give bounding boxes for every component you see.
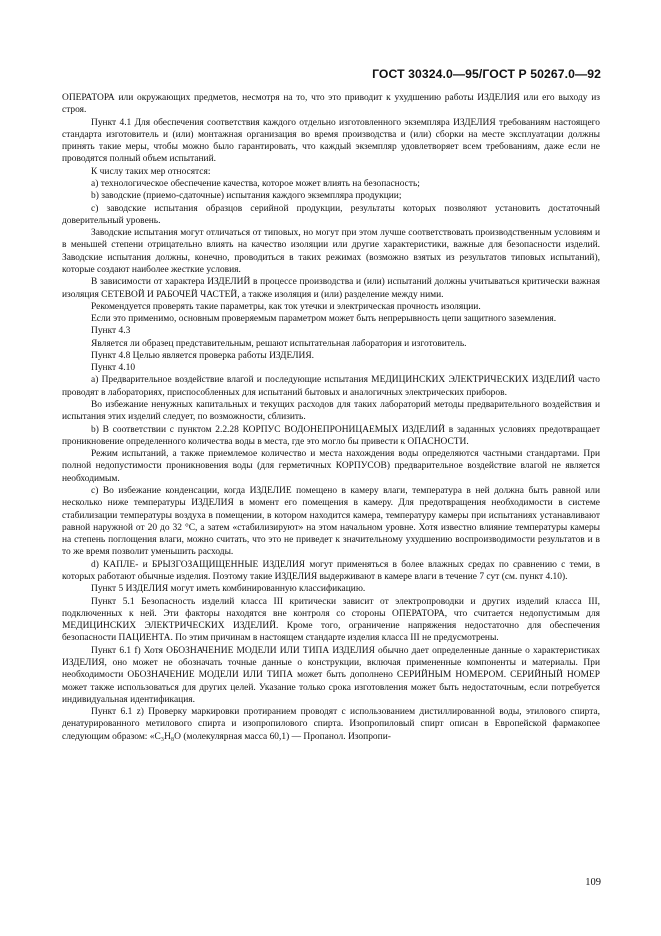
paragraph-item-4-8: Пункт 4.8 Целью является проверка работы ИЗДЕЛИЯ. bbox=[91, 350, 314, 361]
paragraph: Во избежание ненужных капитальных и текущих расходов для таких лабораторий методы предварительного воздействия и испытания этих изделий следует, по возможности, сблизить. bbox=[62, 400, 600, 423]
paragraph: Если это применимо, основным проверяемым параметром может быть непрерывность цепи защитного заземления. bbox=[91, 314, 557, 325]
paragraph: Режим испытаний, а также приемлемое количество и места нахождения воды определяются частными стандартами. При полной недопустимости проникновения воды (для герметичных КОРПУСОВ) предварительное воздействие влагой не является необходимым. bbox=[62, 449, 600, 484]
paragraph-item-4-3: Пункт 4.3 bbox=[91, 326, 131, 337]
paragraph-continuation: ОПЕРАТОРА или окружающих предметов, несмотря на то, что это приводит к ухудшению работы ИЗДЕЛИЯ или его выходу из строя. bbox=[62, 93, 600, 116]
list-item: с) Во избежание конденсации, когда ИЗДЕЛИЕ помещено в камеру влаги, температура в ней должна быть равной или несколько ниже температуры ИЗДЕЛИЯ в момент его помещения в камеру. Для предотвращения необходимости в системе стабилизации температуры воздуха в помещении, в котором находится камера, температуру камеры при испытаниях устанавливают равной наружной от 20 до 32 °С, а затем «стабилизируют» на этом начальном уровне. Хотя известно влияние температуры камеры на степень поглощения влаги, можно считать, что это не приведет к значительному ухудшению воспроизводимости результатов и в то же время позволит уменьшить расходы. bbox=[62, 486, 600, 558]
paragraph: Является ли образец представительным, решают испытательная лаборатория и изготовитель. bbox=[91, 338, 467, 349]
paragraph: Заводские испытания могут отличаться от типовых, но могут при этом лучше соответствовать производственным условиям и в меньшей степени отрицательно влиять на качество изоляции или другие характеристики, важные для безопасности изделий. Заводские испытания должны, конечно, проводиться в таких режимах (возможно взятых из результатов типовых испытаний), которые создают наиболее жесткие условия. bbox=[62, 228, 600, 275]
list-item: с) заводские испытания образцов серийной продукции, результаты которых позволяют установить достаточный доверительный уровень. bbox=[62, 203, 600, 226]
page-number: 109 bbox=[585, 877, 601, 888]
list-item: d) КАПЛЕ- и БРЫЗГОЗАЩИЩЕННЫЕ ИЗДЕЛИЯ могут применяться в более влажных средах по сравнению с теми, в которых работают обычные изделия. Поэтому такие ИЗДЕЛИЯ выдерживают в камере влаги в течение 7 сут (см. пункт 4.10). bbox=[62, 559, 600, 582]
paragraph-item-6-1-z: Пункт 6.1 z) Проверку маркировки протиранием проводят с использованием дистиллированной воды, этилового спирта, денатурированного метилового спирта и изопропилового спирта. Изопропиловый спирт описан в Европейской фармакопее следующим образом: «С₃Н₈О (молекулярная масса 60,1) — Пропанол. Изопропи- bbox=[62, 707, 600, 742]
list-item: b) заводские (приемо-сдаточные) испытания каждого экземпляра продукции; bbox=[91, 191, 402, 202]
list-item: b) В соответствии с пунктом 2.2.28 КОРПУС ВОДОНЕПРОНИЦАЕМЫХ ИЗДЕЛИЙ в заданных условиях предотвращает проникновение определенного количества воды в места, где это могло бы привести к ОПАСНОСТИ. bbox=[62, 424, 600, 447]
paragraph-item-6-1-f: Пункт 6.1 f) Хотя ОБОЗНАЧЕНИЕ МОДЕЛИ ИЛИ ТИПА ИЗДЕЛИЯ обычно дает определенные данные о характеристиках ИЗДЕЛИЯ, оно может не обозначать точные данные о конструкции, включая примененные компоненты и материалы. При необходимости ОБОЗНАЧЕНИЕ МОДЕЛИ ИЛИ ТИПА может быть дополнено СЕРИЙНЫМ НОМЕРОМ. СЕРИЙНЫЙ НОМЕР может также использоваться для других целей. Указание только срока изготовления может быть недостаточным, если потребуется индивидуальная идентификация. bbox=[62, 645, 600, 705]
paragraph-item-5-1: Пункт 5.1 Безопасность изделий класса III критически зависит от электропроводки и других изделий класса III, подключенных к ней. Эти факторы находятся вне контроля со стороны ОПЕРАТОРА, что считается недопустимым для МЕДИЦИНСКИХ ЭЛЕКТРИЧЕСКИХ ИЗДЕЛИЙ. Кроме того, ограничение напряжения недостаточно для обеспечения безопасности ПАЦИЕНТА. По этим причинам в настоящем стандарте изделия класса III не предусмотрены. bbox=[62, 596, 600, 644]
standard-header: ГОСТ 30324.0—95/ГОСТ Р 50267.0—92 bbox=[372, 67, 601, 81]
paragraph: В зависимости от характера ИЗДЕЛИЙ в процессе производства и (или) испытаний должны учитываться критически важная изоляция СЕТЕВОЙ И РАБОЧЕЙ ЧАСТЕЙ, а также изоляция и (или) разделение между ними. bbox=[62, 277, 600, 300]
paragraph-item-5: Пункт 5 ИЗДЕЛИЯ могут иметь комбинированную классификацию. bbox=[91, 584, 366, 595]
list-item: а) Предварительное воздействие влагой и последующие испытания МЕДИЦИНСКИХ ЭЛЕКТРИЧЕСКИХ ИЗДЕЛИЙ часто проводят в лабораториях, приспособленных для испытаний бытовых и аналогичных электрических приборов. bbox=[62, 375, 600, 398]
paragraph-item-4-10: Пункт 4.10 bbox=[91, 363, 136, 374]
body-text bbox=[62, 92, 600, 743]
paragraph: К числу таких мер относятся: bbox=[91, 166, 211, 177]
paragraph: Рекомендуется проверять такие параметры, как ток утечки и электрическая прочность изоляции. bbox=[91, 301, 481, 312]
paragraph-item-4-1: Пункт 4.1 Для обеспечения соответствия каждого отдельно изготовленного экземпляра ИЗДЕЛИЯ требованиям настоящего стандарта изготовитель и (или) монтажная организация во время производства и (или) сборки на месте эксплуатации должны принять такие меры, чтобы можно было гарантировать, что каждый экземпляр удовлетворяет всем требованиям, даже если не проводятся полный объем испытаний. bbox=[62, 117, 600, 165]
list-item: а) технологическое обеспечение качества, которое может влиять на безопасность; bbox=[91, 178, 420, 189]
